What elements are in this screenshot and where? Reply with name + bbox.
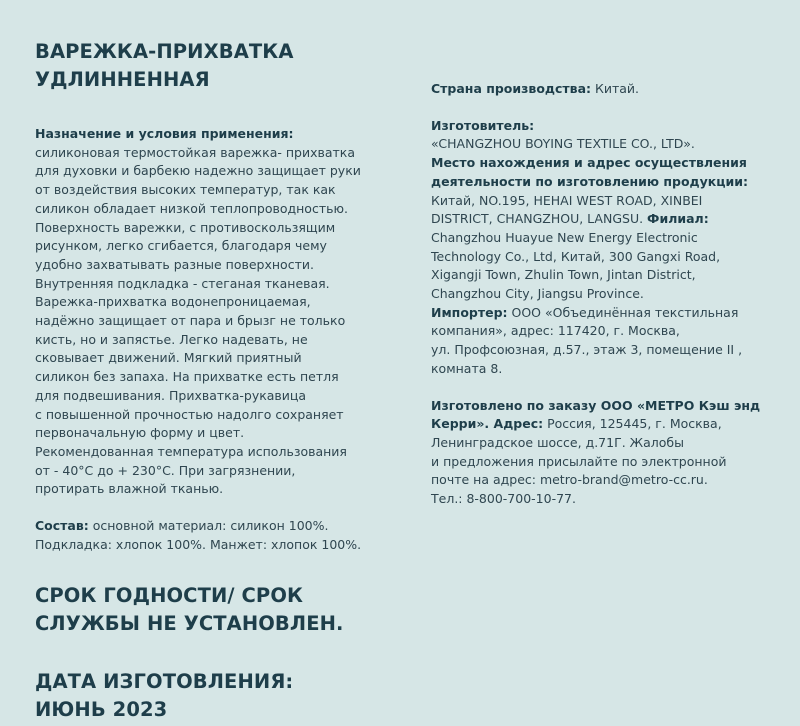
address-label: деятельности по изготовлению продукции: [431,173,749,189]
purpose-line: Внутренняя подкладка - стеганая тканевая. [35,275,330,291]
importer-line: ул. Профсоюзная, д.57., этаж 3, помещение II , [431,342,743,358]
branch-line: Changzhou Huayue New Energy Electronic [431,229,698,245]
shelf-life-notice [35,582,380,638]
branch-line: Technology Co., Ltd, Китай, 300 Gangxi Road, [431,248,721,264]
branch-line: Changzhou City, Jiangsu Province. [431,286,644,302]
purpose-section [35,125,380,499]
product-title-line: ВАРЕЖКА-ПРИХВАТКА [35,40,294,63]
composition-label: Состав: [35,518,89,534]
importer-line: компания», адрес: 117420, г. Москва, [431,323,680,339]
manufacture-date-value: ИЮНЬ 2023 [35,698,168,722]
product-title-line: УДЛИННЕННАЯ [35,68,210,91]
importer-label: Импортер: [431,304,508,320]
address-line: DISTRICT, CHANGZHOU, LANGSU. [431,211,648,227]
manufacturer-label: Изготовитель: [431,117,535,133]
composition-lining: Подкладка: хлопок 100%. Манжет: хлопок 100%. [35,536,362,552]
importer-line: ООО «Объединённая текстильная [507,304,739,320]
left-column [35,38,380,724]
order-line: и предложения присылайте по электронной [431,453,727,469]
purpose-heading: Назначение и условия применения: [35,126,294,141]
purpose-line: силиконовая термостойкая варежка- прихватка [35,144,356,160]
shelf-life-line: СЛУЖБЫ НЕ УСТАНОВЛЕН. [35,612,344,636]
country-label: Страна производства: [431,81,592,96]
right-column [431,80,771,509]
purpose-line: удобно захватывать разные поверхности. [35,256,314,272]
order-line: Ленинградское шоссе, д.71Г. Жалобы [431,434,684,450]
purpose-line: от - 40°С до + 230°С. При загрязнении, [35,462,296,478]
manufacture-date [35,668,380,724]
shelf-life-line: СРОК ГОДНОСТИ/ СРОК [35,584,304,608]
purpose-line: рисунком, легко сгибается, благодаря чему [35,238,327,254]
country-section [431,80,771,99]
purpose-line: протирать влажной тканью. [35,481,224,497]
composition-section [35,517,380,554]
purpose-line: первоначальную форму и цвет. [35,425,245,441]
purpose-line: от воздействия высоких температур, так как [35,182,336,198]
branch-line: Xigangji Town, Zhulin Town, Jintan District, [431,267,696,283]
purpose-line: кисть, но и запястье. Легко надевать, не [35,331,308,347]
order-phone-line: Тел.: 8-800-700-10-77. [431,491,576,507]
composition-main: основной материал: силикон 100%. [88,518,329,534]
purpose-line: для подвешивания. Прихватка-рукавица [35,387,307,403]
purpose-line: Поверхность варежки, с противоскользящим [35,219,336,235]
order-line: Россия, 125445, г. Москва, [543,416,722,432]
manufacturer-section [431,117,771,379]
manufacturer-name: «CHANGZHOU BOYING TEXTILE CO., LTD». [431,136,695,152]
address-label: Место нахождения и адрес осуществления [431,155,747,171]
purpose-line: сковывает движений. Мягкий приятный [35,350,302,366]
order-label: Керри». Адрес: [431,416,544,432]
address-line: Китай, NO.195, HEHAI WEST ROAD, XINBEI [431,192,703,208]
product-title [35,38,380,94]
order-email-line: почте на адрес: metro-brand@metro-cc.ru. [431,472,708,488]
importer-line: комната 8. [431,360,503,376]
purpose-line: Варежка-прихватка водонепроницаемая, [35,294,311,310]
purpose-line: Рекомендованная температура использования [35,443,347,459]
purpose-line: с повышенной прочностью надолго сохраняет [35,406,344,422]
order-section [431,397,771,509]
manufacture-date-label: ДАТА ИЗГОТОВЛЕНИЯ: [35,670,294,694]
purpose-line: силикон обладает низкой теплопроводностью. [35,200,348,216]
country-value: Китай. [591,81,640,96]
branch-label: Филиал: [647,211,709,227]
purpose-line: для духовки и барбекю надежно защищает руки [35,163,361,179]
purpose-line: силикон без запаха. На прихватке есть петля [35,369,339,385]
order-label: Изготовлено по заказу ООО «МЕТРО Кэш энд [431,397,761,413]
purpose-line: надёжно защищает от пара и брызг не только [35,313,346,329]
